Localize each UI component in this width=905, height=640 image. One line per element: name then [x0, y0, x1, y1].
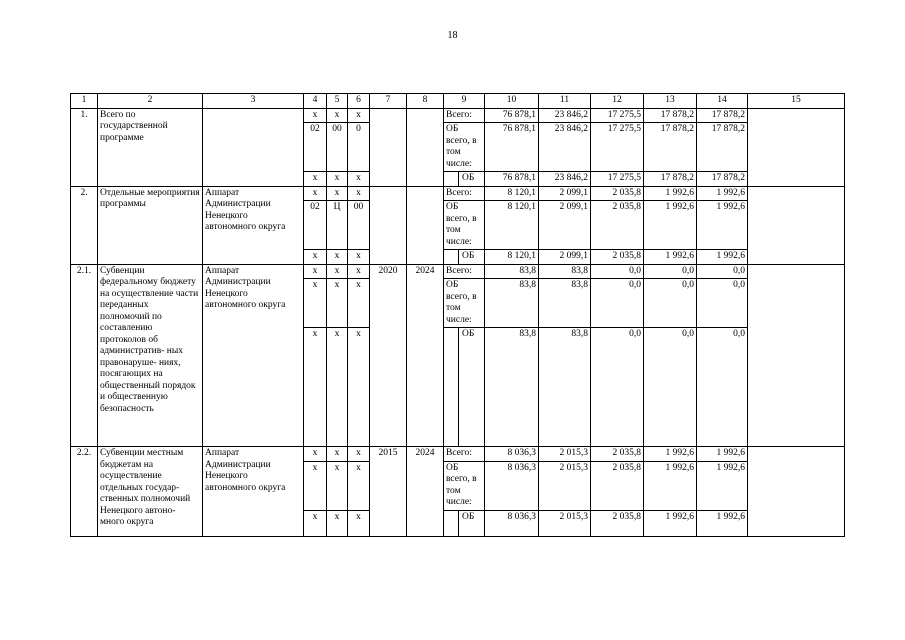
value-cell: 2 099,1	[539, 250, 591, 265]
value-cell: 0,0	[697, 264, 748, 279]
value-cell: 23 846,2	[539, 123, 591, 172]
code-cell: х	[327, 108, 348, 123]
value-cell: 8 036,3	[485, 447, 539, 462]
header-cell: 15	[748, 94, 845, 109]
code-cell: х	[348, 510, 370, 536]
code-cell: х	[304, 186, 327, 201]
value-cell: 17 878,2	[697, 123, 748, 172]
funding-label: ОБ	[459, 510, 485, 536]
row-executor: Аппарат Администрации Ненецкого автономного округа	[203, 186, 304, 264]
header-cell: 13	[644, 94, 697, 109]
code-cell: х	[348, 172, 370, 187]
code-cell: Ц	[327, 201, 348, 250]
code-cell: х	[304, 328, 327, 447]
start-year: 2020	[370, 264, 407, 447]
code-cell: х	[304, 510, 327, 536]
header-cell: 12	[591, 94, 644, 109]
value-cell: 76 878,1	[485, 108, 539, 123]
value-cell: 2 035,8	[591, 447, 644, 462]
code-cell: 00	[327, 123, 348, 172]
code-cell: х	[327, 328, 348, 447]
start-year: 2015	[370, 447, 407, 537]
value-cell: 2 015,3	[539, 510, 591, 536]
value-cell: 2 035,8	[591, 461, 644, 510]
header-cell: 2	[98, 94, 203, 109]
row-number: 2.1.	[71, 264, 98, 447]
code-cell: х	[327, 172, 348, 187]
row-executor: Аппарат Администрации Ненецкого автономного округа	[203, 264, 304, 447]
value-cell: 2 099,1	[539, 186, 591, 201]
header-cell: 11	[539, 94, 591, 109]
spacer-cell	[444, 250, 459, 265]
code-cell: х	[304, 461, 327, 510]
row-name: Отдельные мероприятия программы	[98, 186, 203, 264]
table-body	[71, 108, 845, 536]
value-cell: 2 035,8	[591, 201, 644, 250]
value-cell: 2 099,1	[539, 201, 591, 250]
code-cell: х	[348, 447, 370, 462]
spacer-cell	[444, 510, 459, 536]
code-cell: х	[304, 108, 327, 123]
code-cell: х	[327, 264, 348, 279]
page-number: 18	[447, 30, 458, 41]
code-cell: х	[304, 279, 327, 328]
header-cell: 9	[444, 94, 485, 109]
funding-label: ОБ	[459, 250, 485, 265]
header-cell: 8	[407, 94, 444, 109]
funding-label: Всего:	[444, 186, 485, 201]
table-row	[71, 447, 845, 462]
value-cell: 1 992,6	[697, 250, 748, 265]
end-year: 2024	[407, 264, 444, 447]
spacer-cell	[444, 328, 459, 447]
header-cell: 5	[327, 94, 348, 109]
code-cell: 0	[348, 123, 370, 172]
funding-label: ОБ всего, в том числе:	[444, 461, 485, 510]
value-cell: 1 992,6	[644, 186, 697, 201]
spacer-cell	[444, 172, 459, 187]
value-cell: 17 878,2	[644, 172, 697, 187]
value-cell: 0,0	[591, 264, 644, 279]
end-year: 2024	[407, 447, 444, 537]
funding-label: ОБ всего, в том числе:	[444, 123, 485, 172]
funding-label: ОБ	[459, 172, 485, 187]
value-cell: 76 878,1	[485, 123, 539, 172]
header-cell: 7	[370, 94, 407, 109]
row-number: 1.	[71, 108, 98, 186]
funding-label: Всего:	[444, 108, 485, 123]
value-cell: 76 878,1	[485, 172, 539, 187]
value-cell: 1 992,6	[697, 510, 748, 536]
row-number: 2.	[71, 186, 98, 264]
value-cell: 17 275,5	[591, 123, 644, 172]
value-cell: 23 846,2	[539, 172, 591, 187]
value-cell: 8 120,1	[485, 201, 539, 250]
value-cell: 17 275,5	[591, 108, 644, 123]
header-cell: 4	[304, 94, 327, 109]
value-cell: 1 992,6	[697, 201, 748, 250]
header-row	[71, 94, 845, 109]
code-cell: х	[327, 447, 348, 462]
header-cell: 6	[348, 94, 370, 109]
value-cell: 1 992,6	[644, 201, 697, 250]
code-cell: х	[348, 250, 370, 265]
value-cell: 8 036,3	[485, 510, 539, 536]
value-cell: 0,0	[697, 328, 748, 447]
code-cell: х	[304, 250, 327, 265]
code-cell: х	[327, 461, 348, 510]
row-name: Субвенции местным бюджетам на осуществление отдельных государ- ственных полномочий Ненецкого автоно- много округа	[98, 447, 203, 537]
note-cell	[748, 186, 845, 264]
end-year	[407, 186, 444, 264]
value-cell: 2 015,3	[539, 461, 591, 510]
value-cell: 17 275,5	[591, 172, 644, 187]
code-cell: х	[348, 328, 370, 447]
code-cell: х	[327, 279, 348, 328]
funding-label: Всего:	[444, 447, 485, 462]
header-cell: 3	[203, 94, 304, 109]
value-cell: 1 992,6	[697, 186, 748, 201]
value-cell: 0,0	[591, 279, 644, 328]
note-cell	[748, 108, 845, 186]
row-number: 2.2.	[71, 447, 98, 537]
start-year	[370, 108, 407, 186]
value-cell: 83,8	[539, 328, 591, 447]
value-cell: 1 992,6	[697, 461, 748, 510]
program-table	[70, 93, 845, 537]
row-name: Субвенции федеральному бюджету на осуществление части переданных полномочий по составлению протоколов об административ- ных правонаруше- ниях, посягающих на общественный порядок и общественную безопасность	[98, 264, 203, 447]
value-cell: 0,0	[644, 264, 697, 279]
value-cell: 1 992,6	[697, 447, 748, 462]
code-cell: х	[327, 186, 348, 201]
code-cell: 00	[348, 201, 370, 250]
value-cell: 0,0	[644, 279, 697, 328]
value-cell: 8 120,1	[485, 186, 539, 201]
note-cell	[748, 447, 845, 537]
value-cell: 2 035,8	[591, 250, 644, 265]
value-cell: 0,0	[644, 328, 697, 447]
table-row	[71, 108, 845, 123]
code-cell: 02	[304, 123, 327, 172]
value-cell: 1 992,6	[644, 461, 697, 510]
code-cell: х	[348, 264, 370, 279]
code-cell: х	[304, 447, 327, 462]
funding-label: ОБ	[459, 328, 485, 447]
code-cell: х	[348, 461, 370, 510]
header-cell: 1	[71, 94, 98, 109]
end-year	[407, 108, 444, 186]
row-executor: Аппарат Администрации Ненецкого автономного округа	[203, 447, 304, 537]
value-cell: 17 878,2	[697, 108, 748, 123]
table-row	[71, 186, 845, 201]
value-cell: 0,0	[697, 279, 748, 328]
value-cell: 83,8	[539, 264, 591, 279]
start-year	[370, 186, 407, 264]
code-cell: х	[348, 279, 370, 328]
row-executor	[203, 108, 304, 186]
value-cell: 1 992,6	[644, 447, 697, 462]
value-cell: 8 120,1	[485, 250, 539, 265]
code-cell: х	[304, 172, 327, 187]
code-cell: х	[304, 264, 327, 279]
header-cell: 10	[485, 94, 539, 109]
value-cell: 83,8	[539, 279, 591, 328]
funding-label: ОБ всего, в том числе:	[444, 201, 485, 250]
funding-label: ОБ всего, в том числе:	[444, 279, 485, 328]
value-cell: 1 992,6	[644, 250, 697, 265]
value-cell: 2 035,8	[591, 510, 644, 536]
value-cell: 0,0	[591, 328, 644, 447]
value-cell: 83,8	[485, 264, 539, 279]
value-cell: 17 878,2	[644, 108, 697, 123]
value-cell: 23 846,2	[539, 108, 591, 123]
value-cell: 8 036,3	[485, 461, 539, 510]
value-cell: 2 035,8	[591, 186, 644, 201]
code-cell: 02	[304, 201, 327, 250]
table-row	[71, 264, 845, 279]
code-cell: х	[348, 108, 370, 123]
value-cell: 1 992,6	[644, 510, 697, 536]
value-cell: 83,8	[485, 279, 539, 328]
code-cell: х	[327, 510, 348, 536]
code-cell: х	[348, 186, 370, 201]
code-cell: х	[327, 250, 348, 265]
value-cell: 17 878,2	[644, 123, 697, 172]
note-cell	[748, 264, 845, 447]
value-cell: 83,8	[485, 328, 539, 447]
row-name: Всего по государственной программе	[98, 108, 203, 186]
value-cell: 2 015,3	[539, 447, 591, 462]
header-cell: 14	[697, 94, 748, 109]
value-cell: 17 878,2	[697, 172, 748, 187]
funding-label: Всего:	[444, 264, 485, 279]
